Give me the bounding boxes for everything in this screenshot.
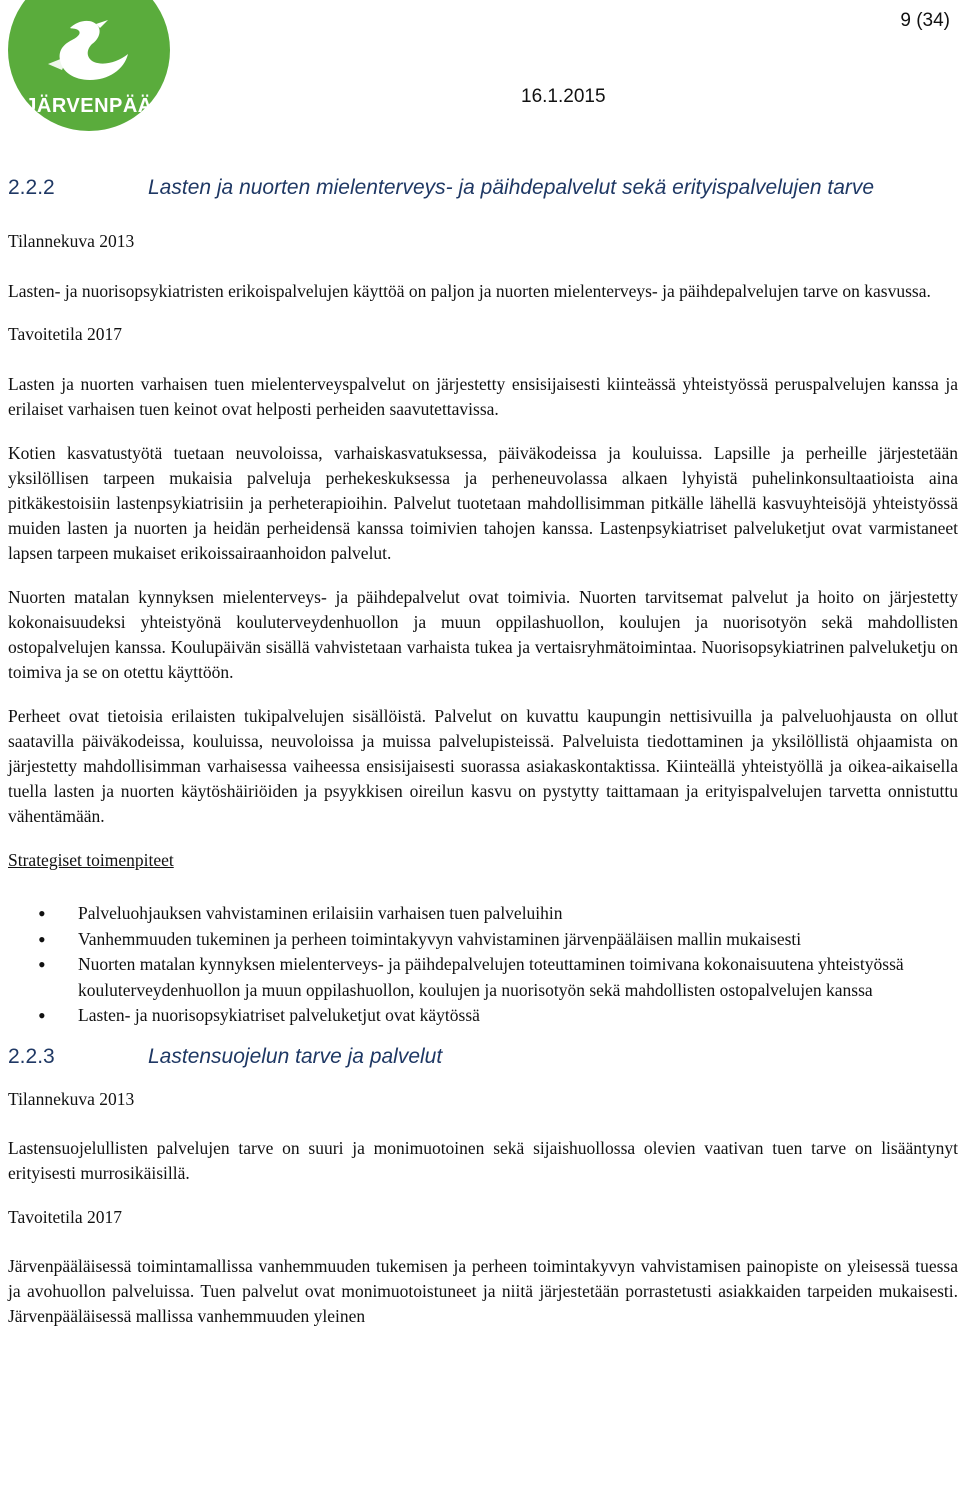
strategy-item: • Palveluohjauksen vahvistaminen erilaisiin varhaisen tuen palveluihin	[8, 901, 958, 927]
target-state-label: Tavoitetila 2017	[8, 1206, 122, 1227]
section-number: 2.2.2	[8, 176, 55, 199]
target-state-label: Tavoitetila 2017	[8, 324, 122, 344]
document-date: 16.1.2015	[521, 86, 606, 107]
section-number: 2.2.3	[8, 1044, 55, 1068]
target-paragraph: Nuorten matalan kynnyksen mielenterveys- ja päihdepalvelut ovat toimivia. Nuorten tarvitsemat palvelut ja hoito on järjestetty kokonaisuudeksi yhteistyönä kouluterveydenhuollon ja muun oppilashuollon, koulujen ja nuorisotyön sekä mahdollisten ostopalvelujen kanssa. Koulupäivän sisällä vahvistetaan varhaista tukea ja vertaisryhmätoimintaa. Nuorisopsykiatrinen palveluketju on toimiva ja se on otettu käyttöön.	[8, 587, 958, 682]
document-content	[8, 176, 958, 1329]
target-paragraph: Järvenpääläisessä toimintamallissa vanhemmuuden tukemisen ja perheen toimintakyvyn vahvistamisen painopiste on yleisessä tuessa ja avohuollon palveluissa. Tuen palvelut ovat monimuotoistuneet ja niitä järjestetään porrastetusti asiakkaiden tarpeiden mukaisesti. Järvenpääläisessä mallissa vanhemmuuden yleinen	[8, 1255, 958, 1326]
current-state-label: Tilannekuva 2013	[8, 231, 135, 251]
strategy-list	[8, 901, 958, 1029]
section-heading-2-2-3	[8, 1045, 958, 1069]
target-paragraph: Perheet ovat tietoisia erilaisten tukipalvelujen sisällöistä. Palvelut on kuvattu kaupungin nettisivuilla ja palveluohjausta on ollut saatavilla päiväkodeissa, kouluissa, neuvoloissa ja muissa palvelupisteissä. Palveluista tiedottaminen ja yksilöllistä ohjaamista on järjestetty mahdollisimman varhaisessa vaiheessa ensisijaisesti suorassa asiakaskontaktissa. Kiinteällä yhteistyöllä ja oikea-aikaisella tuella lasten ja nuorten käytöshäiriöiden ja psyykkisen oireilun kasvu on pystytty taittamaan ja erityispalvelujen tarvetta onnistuttu vähentämään.	[8, 706, 958, 826]
section-title: Lasten ja nuorten mielenterveys- ja päihdepalvelut sekä erityispalvelujen tarve	[148, 176, 875, 199]
section-title: Lastensuojelun tarve ja palvelut	[148, 1044, 443, 1068]
current-state-label: Tilannekuva 2013	[8, 1088, 135, 1109]
section-heading-2-2-2	[8, 176, 958, 200]
strategy-label: Strategiset toimenpiteet	[8, 850, 174, 870]
target-paragraph: Lasten ja nuorten varhaisen tuen mielenterveyspalvelut on järjestetty ensisijaisesti kiinteässä yhteistyössä peruspalvelujen kanssa ja erilaiset varhaisen tuen keinot ovat helposti perheiden saavutettavissa.	[8, 374, 958, 419]
jarvenpaa-logo	[8, 0, 170, 134]
strategy-item: • Nuorten matalan kynnyksen mielenterveys- ja päihdepalvelujen toteuttaminen toimivana kokonaisuutena yhteistyössä kouluterveydenhuollon ja muun oppilashuollon, koulujen ja nuorisotyön sekä mahdollisten ostopalvelujen kanssa	[8, 952, 958, 1003]
strategy-item: • Vanhemmuuden tukeminen ja perheen toimintakyvyn vahvistaminen järvenpääläisen mallin mukaisesti	[8, 927, 958, 953]
strategy-item: • Lasten- ja nuorisopsykiatriset palveluketjut ovat käytössä	[8, 1003, 958, 1029]
target-paragraph: Kotien kasvatustyötä tuetaan neuvoloissa, varhaiskasvatuksessa, päiväkodeissa ja kouluissa. Lapsille ja perheille järjestetään yksilöllisen tarpeen mukaisia palveluja perhekeskuksessa ja perheneuvolassa alkaen lyhyistä puhelinkonsultaatioista aina pitkäkestoisiin lastenpsykiatrisiin ja perheterapioihin. Palvelut tuotetaan mahdollisimman pitkälle lähellä kasvuyhteisöjä yhteistyössä muiden lasten ja nuorten ja heidän perheidensä kanssa toimivien tahojen kanssa. Lastenpsykiatriset palveluketjut ovat varmistaneet lapsen tarpeen mukaiset erikoissairaanhoidon palvelut.	[8, 443, 958, 563]
logo-text: JÄRVENPÄÄ	[25, 95, 153, 117]
current-state-text: Lastensuojelullisten palvelujen tarve on suuri ja monimuotoinen sekä sijaishuollossa olevien vaativan tuen tarve on lisääntynyt erityisesti murrosikäisillä.	[8, 1137, 958, 1183]
current-state-text: Lasten- ja nuorisopsykiatristen erikoispalvelujen käyttöä on paljon ja nuorten mielenterveys- ja päihdepalvelujen tarve on kasvussa.	[8, 281, 931, 301]
page-number: 9 (34)	[900, 10, 950, 31]
